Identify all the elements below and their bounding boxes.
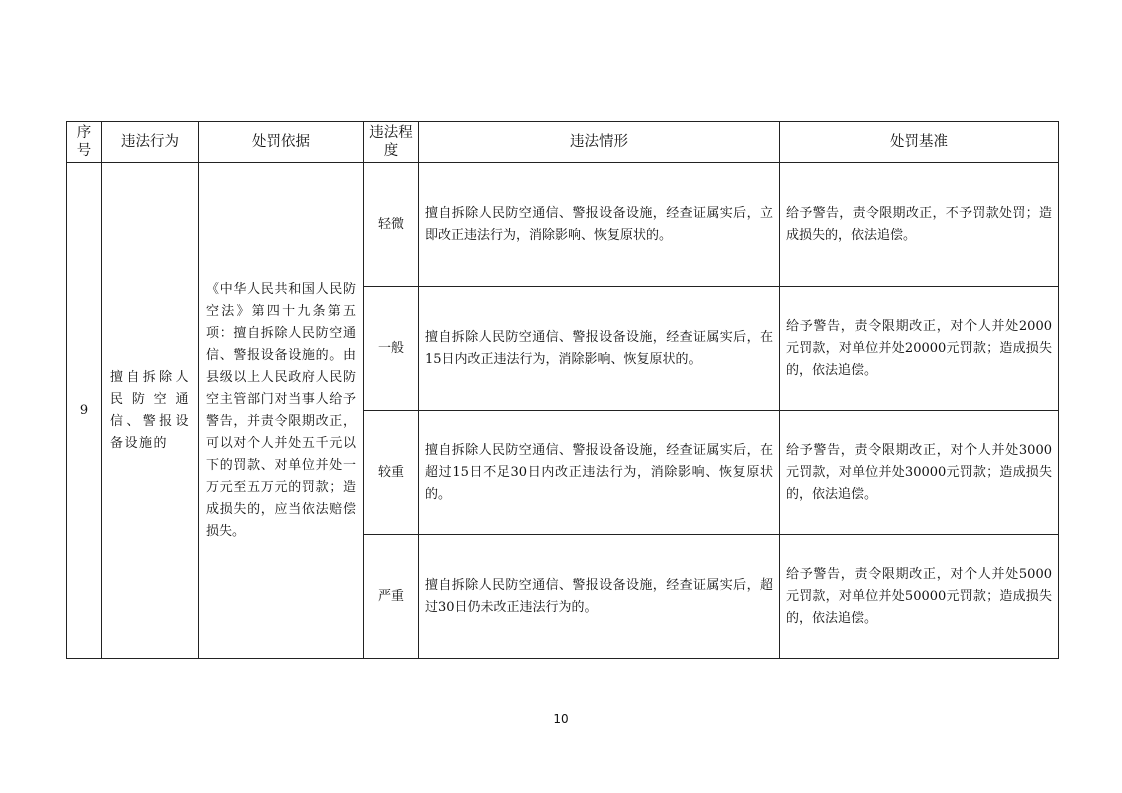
table-row (67, 163, 1059, 287)
row-seq-number: 9 (67, 163, 102, 659)
standard-cell: 给予警告，责令限期改正，对个人并处5000元罚款，对单位并处50000元罚款；造成损失的，依法追偿。 (780, 535, 1059, 659)
degree-cell: 一般 (364, 287, 419, 411)
degree-cell: 严重 (364, 535, 419, 659)
situation-cell: 擅自拆除人民防空通信、警报设备设施，经查证属实后，超过30日仍未改正违法行为的。 (419, 535, 780, 659)
header-penalty-standard: 处罚基准 (780, 122, 1059, 163)
situation-cell: 擅自拆除人民防空通信、警报设备设施，经查证属实后，在超过15日不足30日内改正违法行为，消除影响、恢复原状的。 (419, 411, 780, 535)
standard-cell: 给予警告，责令限期改正，不予罚款处罚；造成损失的，依法追偿。 (780, 163, 1059, 287)
table-header-row (67, 122, 1059, 163)
header-violation-situation: 违法情形 (419, 122, 780, 163)
penalty-basis-cell: 《中华人民共和国人民防空法》第四十九条第五项：擅自拆除人民防空通信、警报设备设施的。由县级以上人民政府人民防空主管部门对当事人给予警告，并责令限期改正，可以对个人并处五千元以下的罚款、对单位并处一万元至五万元的罚款；造成损失的，应当依法赔偿损失。 (199, 163, 364, 659)
header-violation-act: 违法行为 (102, 122, 199, 163)
situation-cell: 擅自拆除人民防空通信、警报设备设施，经查证属实后，在15日内改正违法行为，消除影响、恢复原状的。 (419, 287, 780, 411)
standard-cell: 给予警告，责令限期改正，对个人并处2000元罚款，对单位并处20000元罚款；造成损失的，依法追偿。 (780, 287, 1059, 411)
degree-cell: 轻微 (364, 163, 419, 287)
page-number: 10 (553, 712, 569, 726)
header-penalty-basis: 处罚依据 (199, 122, 364, 163)
standard-cell: 给予警告，责令限期改正，对个人并处3000元罚款，对单位并处30000元罚款；造成损失的，依法追偿。 (780, 411, 1059, 535)
header-violation-degree: 违法程度 (364, 122, 419, 163)
situation-cell: 擅自拆除人民防空通信、警报设备设施，经查证属实后，立即改正违法行为，消除影响、恢复原状的。 (419, 163, 780, 287)
header-seq: 序号 (67, 122, 102, 163)
degree-cell: 较重 (364, 411, 419, 535)
violation-act-cell: 擅自拆除人民防空通信、警报设备设施的 (102, 163, 199, 659)
penalty-standard-table (66, 121, 1059, 659)
